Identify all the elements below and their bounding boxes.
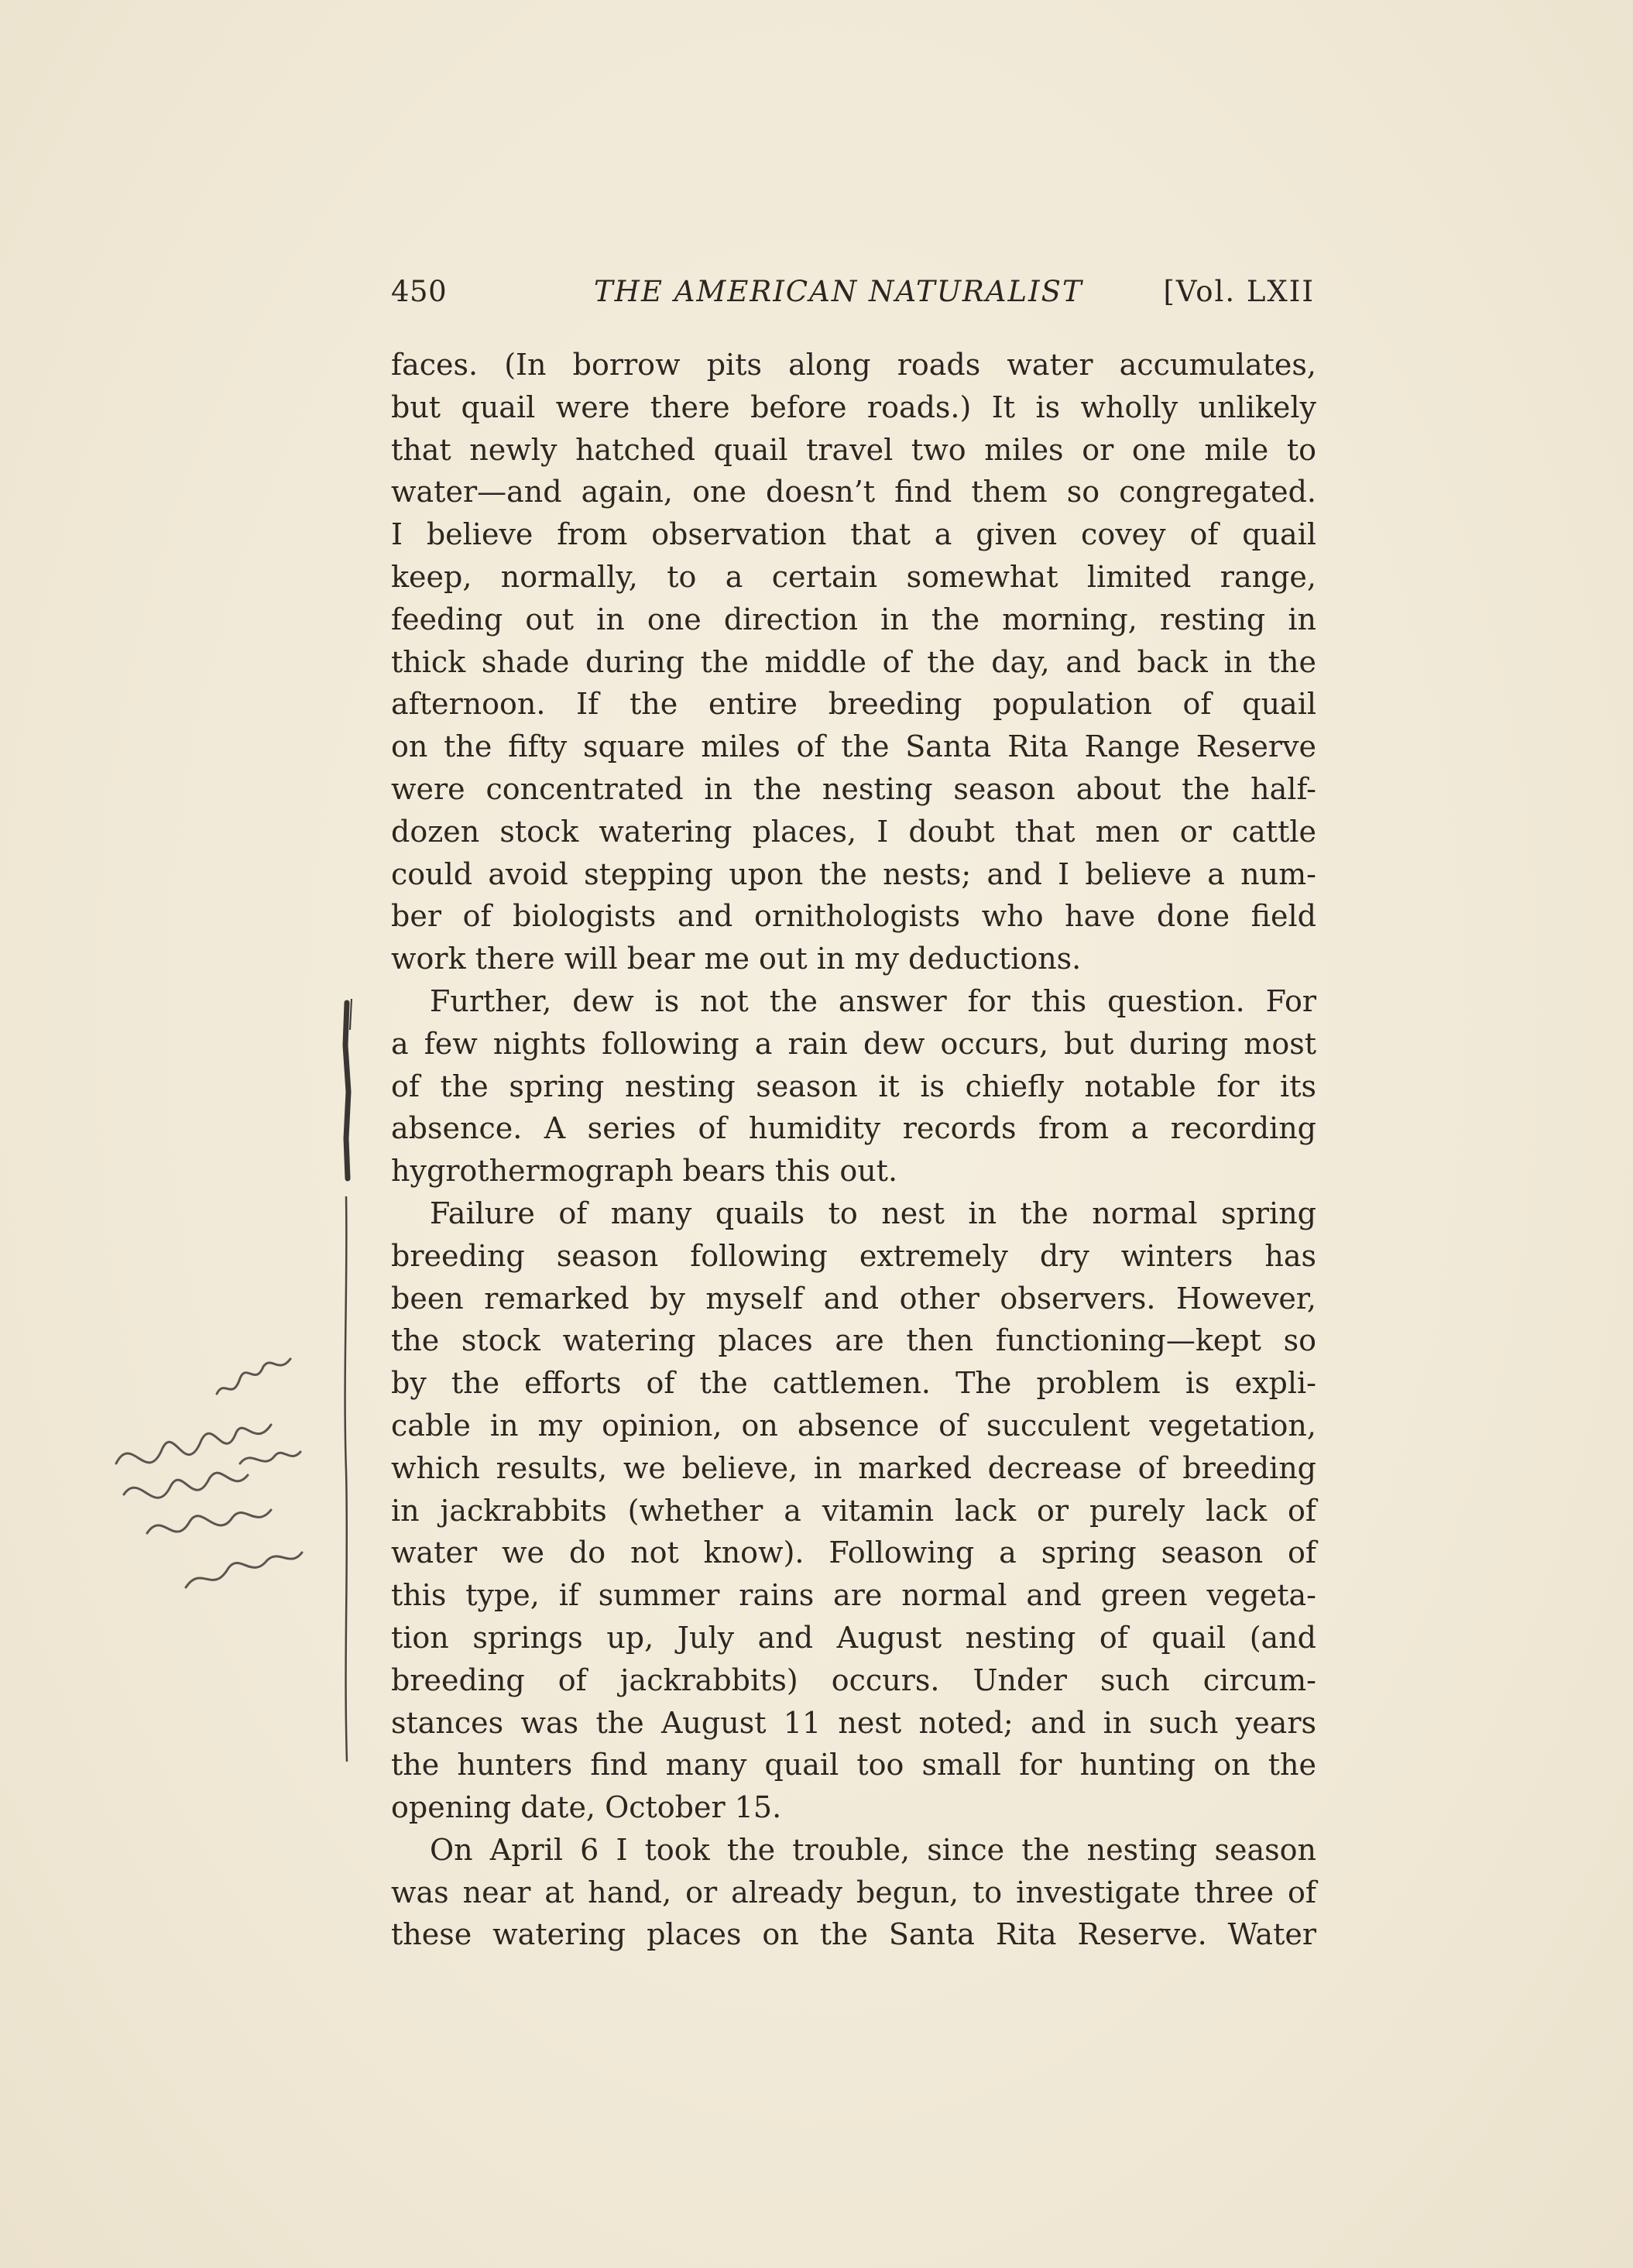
margin-bracket-mark <box>333 999 364 1185</box>
text-line: of the spring nesting season it is chiefly notable for its <box>391 1069 1316 1103</box>
text-line: the hunters find many quail too small for hunting on the <box>391 1748 1316 1782</box>
text-line: keep, normally, to a certain somewhat limited range, <box>391 559 1316 594</box>
journal-title: THE AMERICAN NATURALIST <box>594 275 1083 308</box>
text-line: faces. (In borrow pits along roads water accumulates, <box>391 348 1316 382</box>
article-body <box>391 344 1316 1956</box>
text-line: afternoon. If the entire breeding population of quail <box>391 687 1316 722</box>
text-line: Further, dew is not the answer for this question. For <box>430 983 1316 1018</box>
text-line: cable in my opinion, on absence of succulent vegetation, <box>391 1408 1316 1443</box>
text-line: was near at hand, or already begun, to investigate three of <box>391 1875 1316 1909</box>
text-line: thick shade during the middle of the day, and back in the <box>391 644 1316 679</box>
text-line: absence. A series of humidity records from a recording <box>391 1111 1316 1146</box>
running-header <box>391 275 1320 321</box>
text-line: opening date, October 15. <box>391 1790 782 1825</box>
text-line: on the fifty square miles of the Santa Rita Range Reserve <box>391 729 1316 764</box>
text-line: by the efforts of the cattlemen. The problem is expli- <box>391 1366 1316 1401</box>
text-line: in jackrabbits (whether a vitamin lack or purely lack of <box>391 1493 1316 1528</box>
text-line: the stock watering places are then functioning—kept so <box>391 1323 1316 1358</box>
text-line: water we do not know). Following a spring season of <box>391 1535 1316 1570</box>
text-line: breeding of jackrabbits) occurs. Under such circum- <box>391 1662 1316 1697</box>
text-line: a few nights following a rain dew occurs, but during most <box>391 1026 1316 1061</box>
text-line: this type, if summer rains are normal and green vegeta- <box>391 1578 1316 1613</box>
text-line: On April 6 I took the trouble, since the nesting season <box>430 1832 1316 1867</box>
text-line: but quail were there before roads.) It is wholly unlikely <box>391 389 1316 424</box>
text-line: stances was the August 11 nest noted; and in such years <box>391 1705 1316 1740</box>
text-line: been remarked by myself and other observers. However, <box>391 1281 1316 1316</box>
text-line: water—and again, one doesn’t find them so congregated. <box>391 475 1316 510</box>
text-line: Failure of many quails to nest in the normal spring <box>430 1196 1316 1230</box>
text-line: were concentrated in the nesting season about the half- <box>391 771 1316 806</box>
volume-label: [Vol. LXII <box>1163 275 1315 308</box>
text-line: feeding out in one direction in the morning, resting in <box>391 602 1316 636</box>
text-line: which results, we believe, in marked decrease of breeding <box>391 1450 1316 1485</box>
text-line: that newly hatched quail travel two miles or one mile to <box>391 432 1316 467</box>
text-line: work there will bear me out in my deductions. <box>391 942 1082 976</box>
text-line: breeding season following extremely dry winters has <box>391 1238 1316 1273</box>
text-line: tion springs up, July and August nesting of quail (and <box>391 1620 1316 1655</box>
text-line: ber of biologists and ornithologists who have done field <box>391 899 1316 934</box>
text-line: hygrothermograph bears this out. <box>391 1154 898 1189</box>
text-line: dozen stock watering places, I doubt that men or cattle <box>391 814 1316 849</box>
text-line: could avoid stepping upon the nests; and I believe a num- <box>391 856 1316 891</box>
handwritten-scribble <box>101 1332 341 1603</box>
text-line: these watering places on the Santa Rita Reserve. Water <box>391 1917 1316 1952</box>
text-line: I believe from observation that a given covey of quail <box>391 517 1316 552</box>
page-number: 450 <box>391 275 448 308</box>
